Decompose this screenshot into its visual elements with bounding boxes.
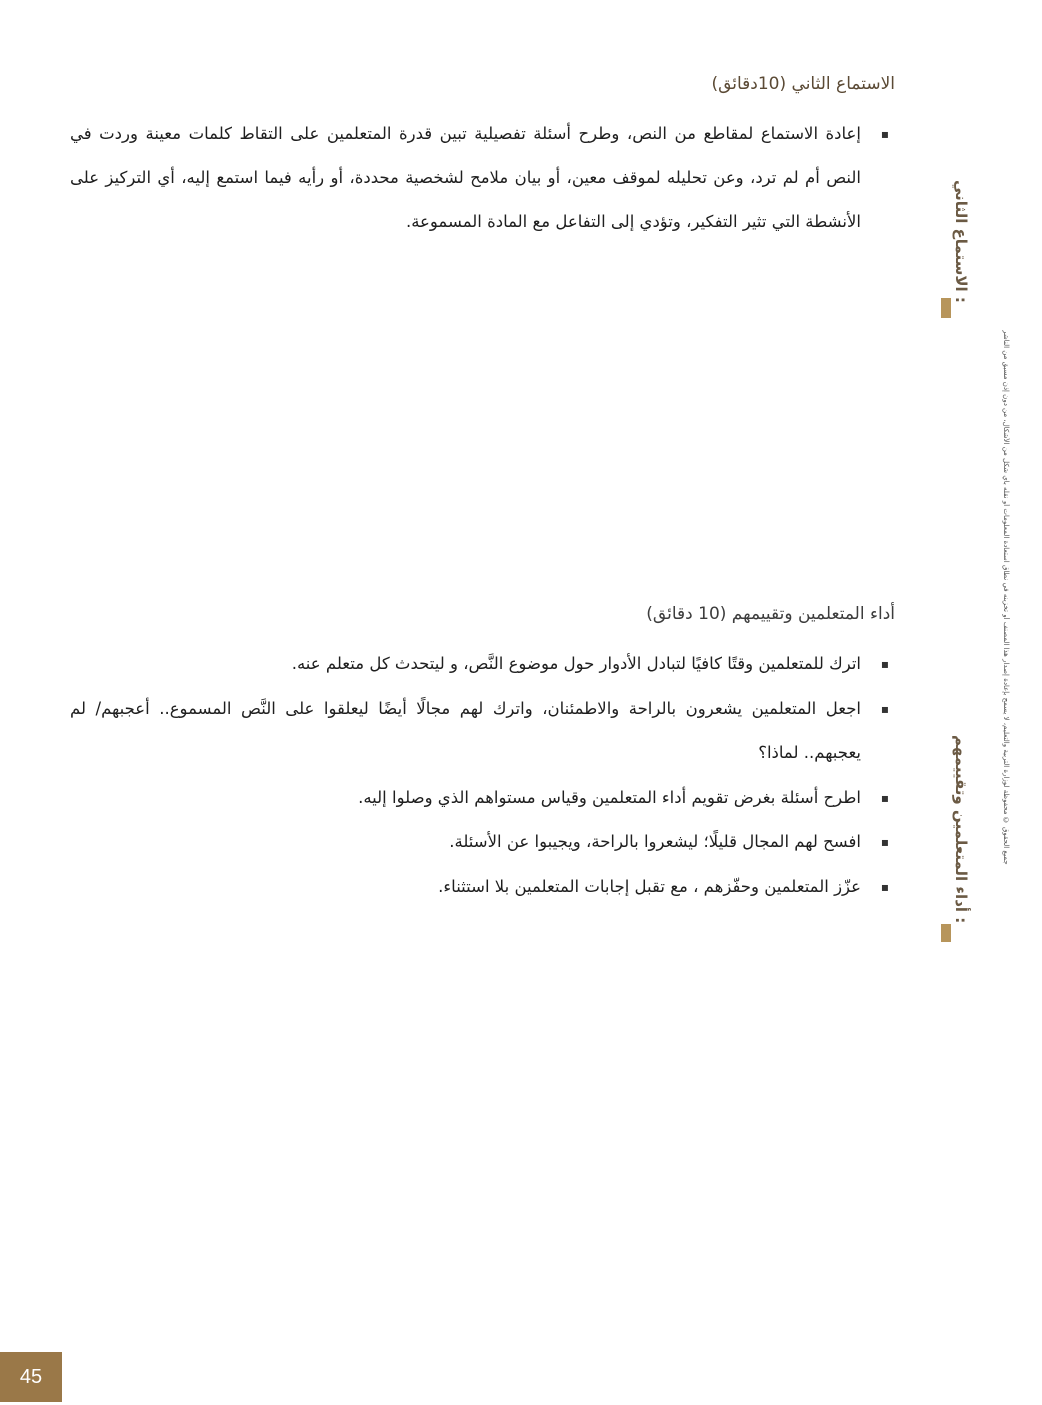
side-label-learner-performance: أداء المتعلمين وتقييمهم :	[952, 735, 970, 924]
list-item: ▪ اطرح أسئلة بغرض تقويم أداء المتعلمين وقياس مستواهم الذي وصلوا إليه.	[70, 776, 895, 821]
list-item: ▪ افسح لهم المجال قليلًا؛ ليشعروا بالراحة، ويجيبوا عن الأسئلة.	[70, 820, 895, 865]
copyright-notice: جميع الحقوق © محفوظة لوزارة التربية والتعليم، لا يسمح بإعادة إصدار هذا المصنف أو تخزينه في نطاق استعادة المعلومات أو نقله بأي شكل من الأشكال، من دون إذن مسبق من الناشر	[1002, 330, 1010, 865]
section-heading: الاستماع الثاني (10دقائق)	[711, 74, 895, 94]
side-label-second-listening: الاستماع الثاني :	[952, 180, 970, 303]
section-learner-performance	[70, 600, 895, 909]
bullet-icon: ▪	[880, 701, 889, 716]
bullet-icon: ▪	[880, 879, 889, 894]
bullet-list	[70, 112, 895, 244]
list-item: ▪ عزّز المتعلمين وحفّزهم ، مع تقبل إجابات المتعلمين بلا استثناء.	[70, 865, 895, 910]
list-item: ▪ إعادة الاستماع لمقاطع من النص، وطرح أسئلة تفصيلية تبين قدرة المتعلمين على التقاط كلمات معينة وردت في النص أم لم ترد، وعن تحليله لموقف معين، أو بيان ملامح لشخصية محددة، أو رأيه فيما استمع إليه، أي التركيز على الأنشطة التي تثير التفكير، وتؤدي إلى التفاعل مع المادة المسموعة.	[70, 112, 895, 244]
bullet-icon: ▪	[880, 835, 889, 849]
list-item: ▪ اجعل المتعلمين يشعرون بالراحة والاطمئنان، واترك لهم مجالًا أيضًا ليعلقوا على النَّص المسموع.. أعجبهم/ لم يعجبهم.. لماذا؟	[70, 687, 895, 776]
side-marker	[941, 924, 951, 942]
page-number: 45	[0, 1352, 62, 1402]
bullet-icon: ▪	[880, 657, 889, 671]
side-marker	[941, 298, 951, 318]
section-heading: أداء المتعلمين وتقييمهم (10 دقائق)	[646, 604, 895, 624]
bullet-list	[70, 642, 895, 909]
bullet-icon: ▪	[880, 127, 889, 141]
section-second-listening	[70, 70, 895, 244]
bullet-icon: ▪	[880, 790, 889, 805]
list-item: ▪ اترك للمتعلمين وقتًا كافيًا لتبادل الأدوار حول موضوع النَّص، و ليتحدث كل متعلم عنه.	[70, 642, 895, 687]
